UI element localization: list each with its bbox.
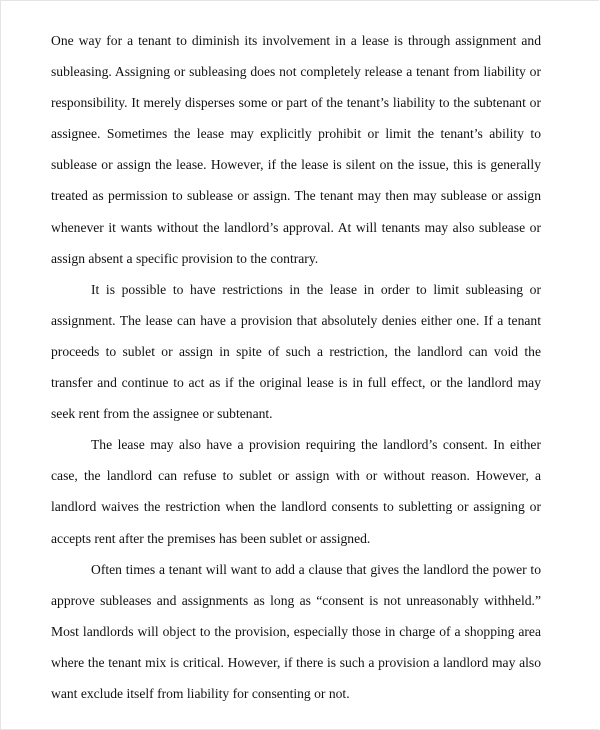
paragraph-2-line: It is possible to have restrictions in the lease in order to limit subleasing or — [91, 281, 541, 297]
paragraph-1-line: whenever it wants without the landlord’s approval. At will tenants may also sublease or — [51, 219, 541, 235]
paragraph-2-line: assignment. The lease can have a provision that absolutely denies either one. If a tenant — [51, 312, 541, 328]
document-body — [51, 30, 541, 714]
paragraph-4-line: want exclude itself from liability for consenting or not. — [51, 685, 350, 701]
paragraph-1-line: One way for a tenant to diminish its involvement in a lease is through assignment and — [51, 33, 541, 48]
paragraph-1-line: treated as permission to sublease or assign. The tenant may then may sublease or assign — [51, 188, 541, 204]
paragraph-3-line: landlord waives the restriction when the landlord consents to subletting or assigning or — [51, 499, 541, 515]
paragraph-1-line: assign absent a specific provision to the contrary. — [51, 250, 319, 266]
paragraph-4-line: Often times a tenant will want to add a clause that gives the landlord the power to — [91, 561, 541, 577]
paragraph-4-line: approve subleases and assignments as long as “consent is not unreasonably withheld.” — [51, 592, 541, 608]
paragraph-1-line: subleasing. Assigning or subleasing does not completely release a tenant from liability or — [51, 64, 541, 80]
paragraph-3-line: The lease may also have a provision requiring the landlord’s consent. In either — [91, 437, 541, 453]
paragraph-2-line: seek rent from the assignee or subtenant. — [51, 406, 273, 422]
paragraph-4-line: where the tenant mix is critical. However, if there is such a provision a landlord may also — [51, 654, 541, 670]
paragraph-4-line: Most landlords will object to the provision, especially those in charge of a shopping area — [51, 623, 541, 639]
paragraph-3-line: case, the landlord can refuse to sublet or assign with or without reason. However, a — [51, 468, 541, 484]
paragraph-3-line: accepts rent after the premises has been sublet or assigned. — [51, 530, 371, 546]
paragraph-1-line: responsibility. It merely disperses some or part of the tenant’s liability to the subtenant or — [51, 95, 541, 111]
paragraph-2-line: transfer and continue to act as if the original lease is in full effect, or the landlord may — [51, 375, 541, 391]
paragraph-2-line: proceeds to sublet or assign in spite of such a restriction, the landlord can void the — [51, 343, 541, 359]
paragraph-1-line: assignee. Sometimes the lease may explicitly prohibit or limit the tenant’s ability to — [51, 126, 541, 142]
paragraph-1-line: sublease or assign the lease. However, if the lease is silent on the issue, this is generally — [51, 157, 541, 173]
